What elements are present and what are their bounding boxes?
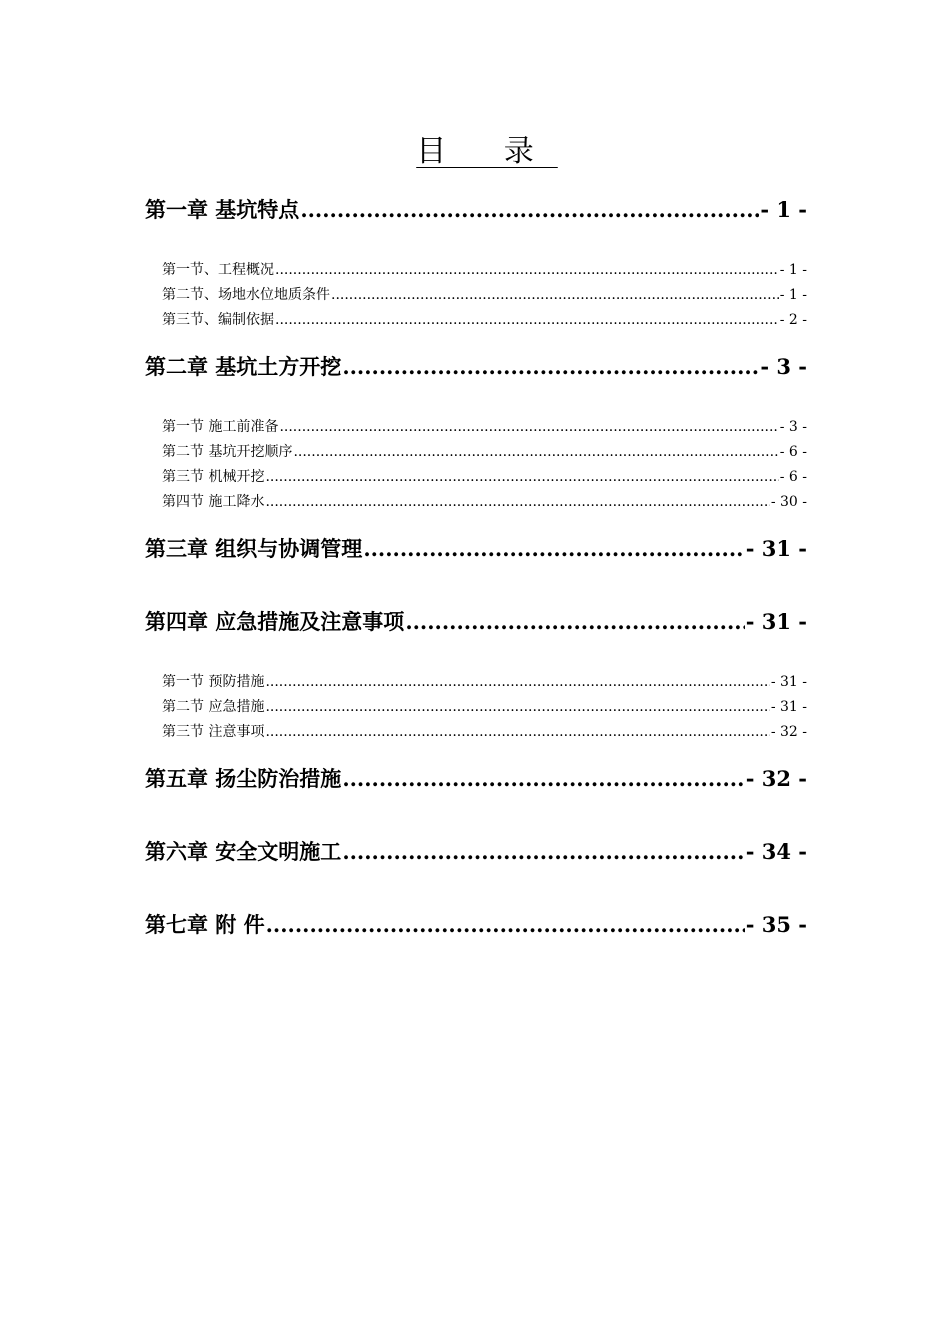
dot-leader <box>405 608 744 636</box>
toc-entry-label: 第二节 基坑开挖顺序 <box>162 444 293 460</box>
toc-entry-label: 第六章 安全文明施工 <box>145 839 342 864</box>
toc-entry-label: 第三节、编制依据 <box>162 312 274 328</box>
toc-entry-label: 第二节 应急措施 <box>162 699 265 715</box>
dot-leader <box>275 310 779 330</box>
toc-chapter-1[interactable] <box>145 196 807 224</box>
toc-chapter-7[interactable] <box>145 911 807 939</box>
toc-page-number: - 6 - <box>779 469 807 485</box>
toc-entry-label: 第四章 应急措施及注意事项 <box>145 609 405 634</box>
toc-page-number: - 32 - <box>745 766 807 791</box>
dot-leader <box>265 697 769 717</box>
toc-entry-label: 第四节 施工降水 <box>162 494 265 510</box>
dot-leader <box>265 467 778 487</box>
dot-leader <box>275 260 779 280</box>
toc-page-number: - 30 - <box>770 494 807 510</box>
dot-leader <box>265 722 769 742</box>
toc-entry-label: 第三节 机械开挖 <box>162 469 265 485</box>
dot-leader <box>342 765 744 793</box>
toc-page-number: - 31 - <box>745 609 807 634</box>
toc-page-number: - 1 - <box>779 262 807 278</box>
toc-entry-label: 第一章 基坑特点 <box>145 197 300 222</box>
dot-leader <box>342 353 759 381</box>
toc-page-number: - 32 - <box>770 724 807 740</box>
dot-leader <box>342 838 744 866</box>
dot-leader <box>331 285 779 305</box>
toc-entry-label: 第七章 附 件 <box>145 912 265 937</box>
toc-section-2-2[interactable] <box>162 442 807 462</box>
toc-chapter-4[interactable] <box>145 608 807 636</box>
dot-leader <box>293 442 778 462</box>
toc-title-text: 目 录 <box>416 134 558 169</box>
toc-chapter-3[interactable] <box>145 535 807 563</box>
toc-section-2-4[interactable] <box>162 492 807 512</box>
toc-entry-label: 第一节 预防措施 <box>162 674 265 690</box>
toc-chapter-5[interactable] <box>145 765 807 793</box>
toc-entry-label: 第五章 扬尘防治措施 <box>145 766 342 791</box>
toc-section-1-1[interactable] <box>162 260 807 280</box>
toc-page-number: - 3 - <box>779 419 807 435</box>
toc-page-number: - 31 - <box>745 536 807 561</box>
toc-page-number: - 6 - <box>779 444 807 460</box>
toc-page-number: - 1 - <box>760 197 807 222</box>
toc-page-number: - 34 - <box>745 839 807 864</box>
toc-section-4-2[interactable] <box>162 697 807 717</box>
toc-entry-label: 第三章 组织与协调管理 <box>145 536 363 561</box>
toc-entry-label: 第一节 施工前准备 <box>162 419 279 435</box>
toc-page-number: - 3 - <box>760 354 807 379</box>
toc-title <box>0 132 950 172</box>
toc-section-4-3[interactable] <box>162 722 807 742</box>
dot-leader <box>265 492 769 512</box>
toc-page-number: - 1 - <box>779 287 807 303</box>
toc-section-2-3[interactable] <box>162 467 807 487</box>
toc-chapter-6[interactable] <box>145 838 807 866</box>
toc-page-number: - 31 - <box>770 674 807 690</box>
dot-leader <box>265 672 769 692</box>
toc-section-1-2[interactable] <box>162 285 807 305</box>
dot-leader <box>279 417 778 437</box>
dot-leader <box>363 535 744 563</box>
toc-section-2-1[interactable] <box>162 417 807 437</box>
toc-entry-label: 第一节、工程概况 <box>162 262 274 278</box>
toc-page-number: - 31 - <box>770 699 807 715</box>
toc-section-4-1[interactable] <box>162 672 807 692</box>
toc-page-number: - 35 - <box>745 912 807 937</box>
dot-leader <box>300 196 759 224</box>
toc-entry-label: 第二章 基坑土方开挖 <box>145 354 342 379</box>
toc-entry-label: 第二节、场地水位地质条件 <box>162 287 330 303</box>
toc-page-number: - 2 - <box>779 312 807 328</box>
dot-leader <box>266 911 745 939</box>
toc-section-1-3[interactable] <box>162 310 807 330</box>
toc-entry-label: 第三节 注意事项 <box>162 724 265 740</box>
toc-chapter-2[interactable] <box>145 353 807 381</box>
